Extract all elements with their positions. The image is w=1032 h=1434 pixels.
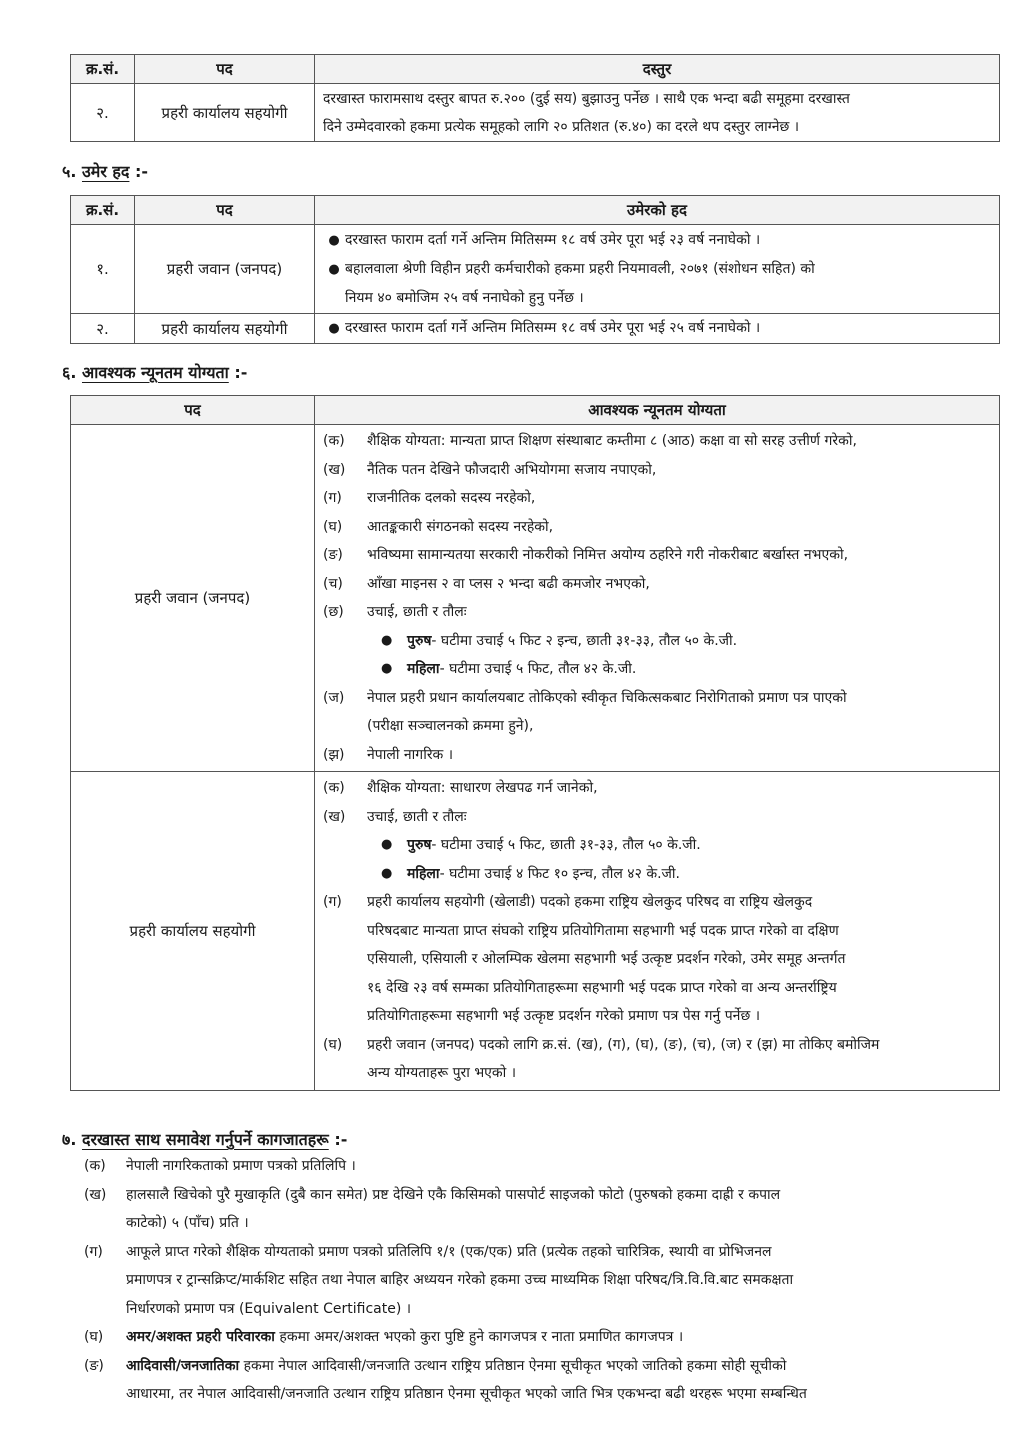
bullet-icon: ● [381,632,393,648]
list-item: (ग) प्रहरी कार्यालय सहयोगी (खेलाडी) पदको हकमा राष्ट्रिय खेलकुद परिषद वा राष्ट्रिय खेलकुद [323,894,813,910]
list-item: (क) नेपाली नागरिकताको प्रमाण पत्रको प्रतिलिपि । [84,1158,356,1174]
list-item: (ङ) आदिवासी/जनजातिका हकमा नेपाल आदिवासी/जनजाति उत्थान राष्ट्रिय प्रतिष्ठान ऐनमा सूचीकृत भएको जातिको हकमा सोही सूचीको [84,1357,787,1374]
qualification-table [70,395,1000,1091]
cell-fee [315,84,1000,142]
header-post: पद [135,55,315,84]
section-7-heading [62,1128,347,1150]
list-item: (ख) उचाई, छाती र तौलः [323,808,467,825]
cell-post: प्रहरी जवान (जनपद) [71,425,315,772]
list-item: (ग) आफूले प्राप्त गरेको शैक्षिक योग्यताको प्रमाण पत्रको प्रतिलिपि १/१ (एक/एक) प्रति (प्रत्येक तहको चारित्रिक, स्थायी वा प्रोभिजनल [84,1243,772,1260]
cell-post: प्रहरी जवान (जनपद) [135,225,315,314]
table-row [71,225,1000,314]
list-item: (ख) नैतिक पतन देखिने फौजदारी अभियोगमा सजाय नपाएको, [323,461,657,478]
section-title: उमेर हद [81,162,130,181]
header-sn: क्र.सं. [71,196,135,225]
bullet-item: ● दरखास्त फाराम दर्ता गर्ने अन्तिम मितिसम्म १८ वर्ष उमेर पूरा भई २५ वर्ष ननाघेको । [323,314,991,343]
header-sn: क्र.सं. [71,55,135,84]
bullet-icon: ● [328,232,340,248]
bullet-item: ● महिला - घटीमा उचाई ४ फिट १० इन्च, तौल ४२ के.जी. [323,860,991,889]
cell-post: प्रहरी कार्यालय सहयोगी [71,772,315,1091]
header-age: उमेरको हद [315,196,1000,225]
list-item: (छ) उचाई, छाती र तौलः [323,604,467,620]
list-item: (झ) नेपाली नागरिक । [323,746,454,763]
bullet-icon: ● [328,261,340,277]
table-row [71,84,1000,142]
table-row [71,314,1000,344]
list-item-continuation: काटेको) ५ (पाँच) प्रति । [126,1215,249,1231]
section-title: आवश्यक न्यूनतम योग्यता [81,363,229,382]
table-header-row [71,196,1000,225]
list-item: (घ) प्रहरी जवान (जनपद) पदको लागि क्र.सं. (ख), (ग), (घ), (ङ), (च), (ज) र (झ) मा तोकिए बमोजिम [323,1036,880,1053]
table-header-row [71,396,1000,425]
bullet-icon: ● [381,837,393,852]
list-item-continuation: आधारमा, तर नेपाल आदिवासी/जनजाति उत्थान राष्ट्रिय प्रतिष्ठान ऐनमा सूचीकृत भएको जाति भित्र एकभन्दा बढी थरहरू भएमा सम्बन्धित [126,1386,807,1402]
list-item: (घ) आतङ्ककारी संगठनको सदस्य नरहेको, [323,518,554,535]
fee-line: दिने उम्मेदवारको हकमा प्रत्येक समूहको लागि २० प्रतिशत (रु.४०) का दरले थप दस्तुर लाग्नेछ । [323,118,800,135]
documents-list [84,1152,1004,1409]
list-item: (ख) हालसालै खिचेको पुरै मुखाकृति (दुबै कान समेत) प्रष्ट देखिने एकै किसिमको पासपोर्ट साइजको फोटो (पुरुषको हकमा दाह्री र कपाल [84,1186,781,1203]
section-title: दरखास्त साथ समावेश गर्नुपर्ने कागजातहरू [81,1130,329,1149]
section-number: ६. [62,363,77,382]
bullet-item: ● पुरुष - घटीमा उचाई ५ फिट, छाती ३१-३३, तौल ५० के.जी. [323,831,991,860]
bullet-item: ● दरखास्त फाराम दर्ता गर्ने अन्तिम मितिसम्म १८ वर्ष उमेर पूरा भई २३ वर्ष ननाघेको । [323,226,991,255]
list-item-continuation: (परीक्षा सञ्चालनको क्रममा हुने), [367,718,534,734]
list-item-continuation: परिषदबाट मान्यता प्राप्त संघको राष्ट्रिय प्रतियोगितामा सहभागी भई पदक प्राप्त गरेको वा दक्षिण [367,922,839,939]
list-item-continuation: प्रतियोगिताहरूमा सहभागी भई उत्कृष्ट प्रदर्शन गरेको प्रमाण पत्र पेस गर्नु पर्नेछ । [367,1008,761,1024]
section-number: ५. [62,162,77,181]
table-row [71,772,1000,1091]
list-item: (ङ) भविष्यमा सामान्यतया सरकारी नोकरीको निमित्त अयोग्य ठहरिने गरी नोकरीबाट बर्खास्त नभएको, [323,547,849,563]
list-item: (ज) नेपाल प्रहरी प्रधान कार्यालयबाट तोकिएको स्वीकृत चिकित्सकबाट निरोगिताको प्रमाण पत्र पाएको [323,689,847,706]
list-item: (च) आँखा माइनस २ वा प्लस २ भन्दा बढी कमजोर नभएको, [323,575,650,592]
list-item-continuation: १६ देखि २३ वर्ष सम्मका प्रतियोगिताहरूमा सहभागी भई पदक प्राप्त गरेको वा अन्य अन्तर्राष्ट्रिय [367,979,837,996]
section-number: ७. [62,1130,77,1149]
list-item: (घ) अमर/अशक्त प्रहरी परिवारका हकमा अमर/अशक्त भएको कुरा पुष्टि हुने कागजपत्र र नाता प्रमाणित कागजपत्र । [84,1329,684,1345]
header-fee: दस्तुर [315,55,1000,84]
section-suffix: :- [135,162,149,181]
age-limit-table [70,195,1000,344]
bullet-item: ● बहालवाला श्रेणी विहीन प्रहरी कर्मचारीको हकमा प्रहरी नियमावली, २०७१ (संशोधन सहित) को [323,255,991,284]
cell-post: प्रहरी कार्यालय सहयोगी [135,84,315,142]
bullet-icon: ● [381,661,393,676]
cell-post: प्रहरी कार्यालय सहयोगी [135,314,315,344]
header-post: पद [71,396,315,425]
list-item-continuation: अन्य योग्यताहरू पुरा भएको । [367,1065,517,1081]
list-item: (क) शैक्षिक योग्यता: मान्यता प्राप्त शिक्षण संस्थाबाट कम्तीमा ८ (आठ) कक्षा वा सो सरह उत्तीर्ण गरेको, [323,433,857,449]
list-item: (ग) राजनीतिक दलको सदस्य नरहेको, [323,490,536,506]
fee-line: दरखास्त फारामसाथ दस्तुर बापत रु.२०० (दुई सय) बुझाउनु पर्नेछ । साथै एक भन्दा बढी समूहमा दरखास्त [323,90,850,107]
cell-sn: १. [71,225,135,314]
cell-qualification [315,425,1000,772]
list-item-continuation: एसियाली, एसियाली र ओलम्पिक खेलमा सहभागी भई उत्कृष्ट प्रदर्शन गरेको, उमेर समूह अन्तर्गत [367,951,846,967]
cell-age [315,225,1000,314]
bullet-icon: ● [381,865,393,881]
header-post: पद [135,196,315,225]
section-suffix: :- [334,1130,348,1149]
table-row [71,425,1000,772]
section-6-heading [62,361,247,383]
section-5-heading [62,160,148,182]
section-suffix: :- [234,363,248,382]
list-item: (क) शैक्षिक योग्यता: साधारण लेखपढ गर्न जानेको, [323,780,598,796]
list-item-continuation: निर्धारणको प्रमाण पत्र (Equivalent Certificate) । [126,1300,412,1317]
fee-table [70,54,1000,142]
bullet-item: ● पुरुष - घटीमा उचाई ५ फिट २ इन्च, छाती ३१-३३, तौल ५० के.जी. [323,627,991,656]
cell-sn: २. [71,84,135,142]
cell-age [315,314,1000,344]
cell-sn: २. [71,314,135,344]
bullet-icon: ● [328,321,340,336]
header-qualification: आवश्यक न्यूनतम योग्यता [315,396,1000,425]
table-header-row [71,55,1000,84]
bullet-continuation: नियम ४० बमोजिम २५ वर्ष ननाघेको हुनु पर्नेछ । [345,289,584,306]
cell-qualification [315,772,1000,1091]
list-item-continuation: प्रमाणपत्र र ट्रान्सक्रिप्ट/मार्कशिट सहित तथा नेपाल बाहिर अध्ययन गरेको हकमा उच्च माध्यमिक शिक्षा परिषद/त्रि.वि.वि.बाट समकक्षता [126,1272,794,1288]
bullet-item: ● महिला - घटीमा उचाई ५ फिट, तौल ४२ के.जी. [323,655,991,684]
